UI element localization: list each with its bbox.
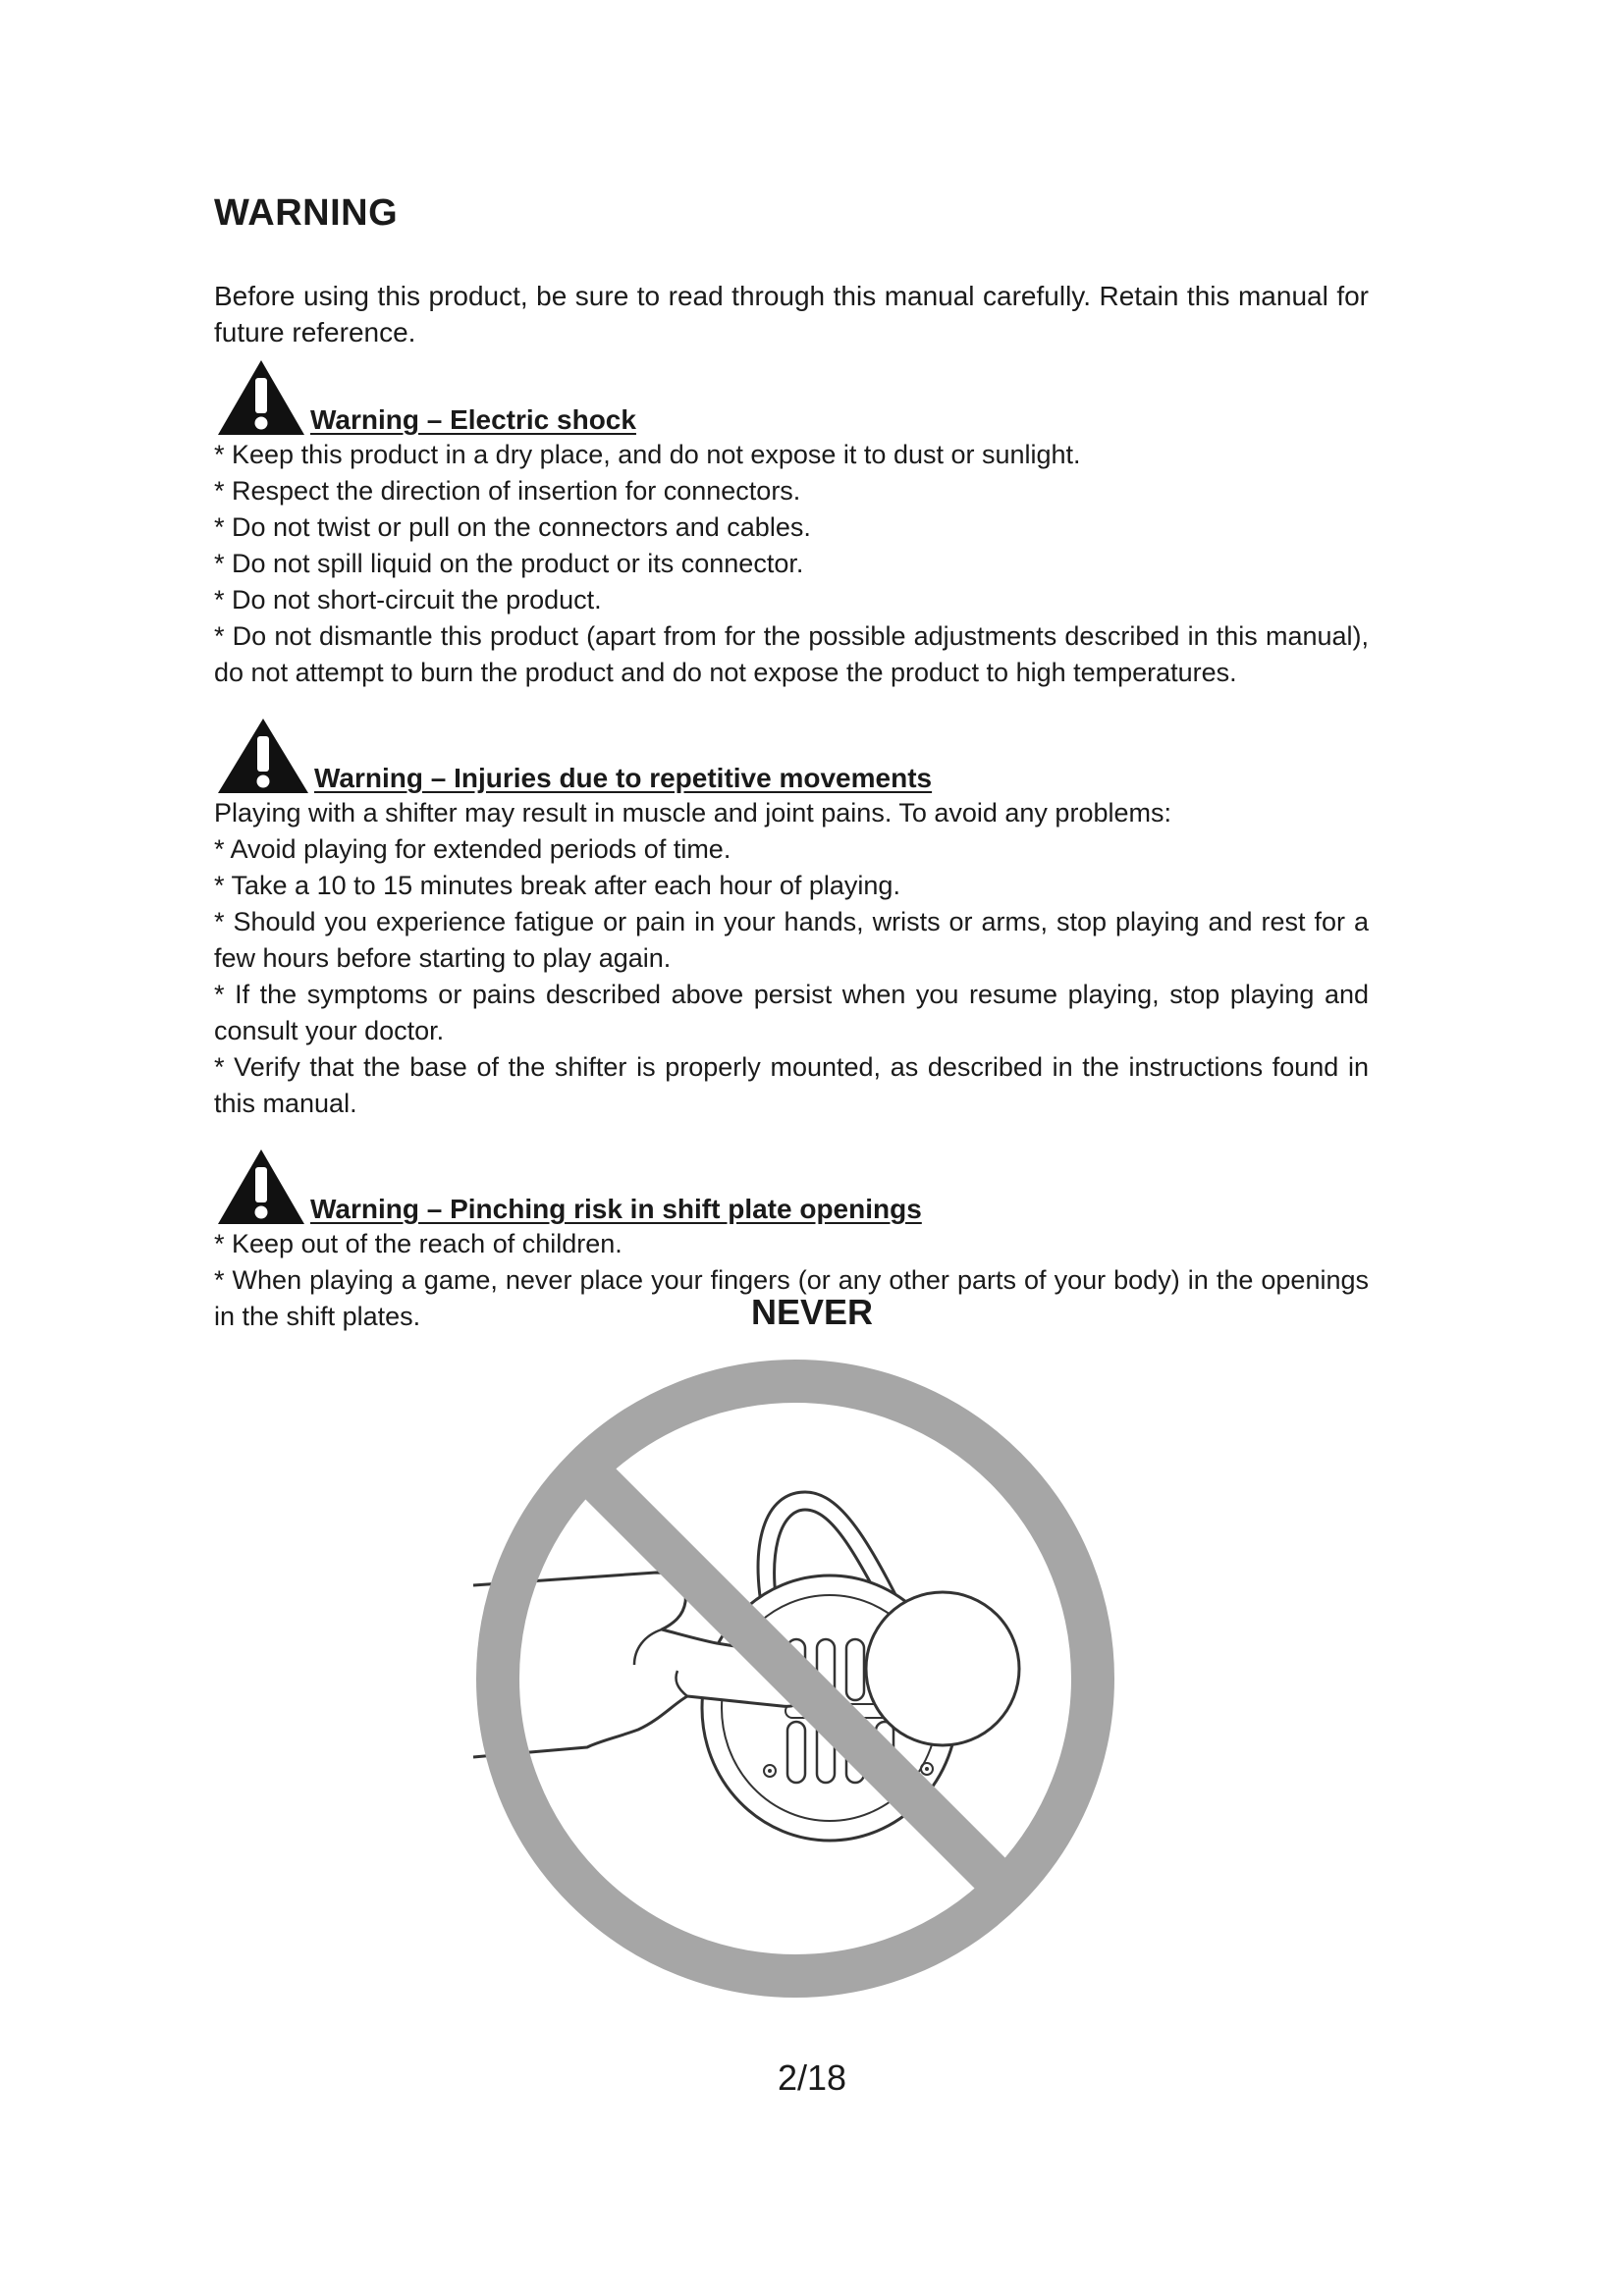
warning-line: * Verify that the base of the shifter is properly mounted, as described in the instructions found in this manual. bbox=[214, 1052, 1369, 1118]
warning-line: * Do not short-circuit the product. bbox=[214, 585, 602, 614]
warning-line: * Respect the direction of insertion for connectors. bbox=[214, 476, 801, 506]
warning-heading-pinching-risk bbox=[214, 1146, 1369, 1226]
warning-line: * Should you experience fatigue or pain in your hands, wrists or arms, stop playing and rest for a few hours before starting to play again. bbox=[214, 907, 1369, 973]
intro-paragraph: Before using this product, be sure to read through this manual carefully. Retain this manual for future reference. bbox=[214, 281, 1369, 347]
warning-line: * Keep out of the reach of children. bbox=[214, 1229, 623, 1258]
warning-heading-repetitive-movements bbox=[214, 715, 1369, 795]
page-number: 2/18 bbox=[777, 2057, 847, 2098]
warning-line: * Take a 10 to 15 minutes break after each hour of playing. bbox=[214, 871, 900, 900]
warning-line: * Do not twist or pull on the connectors and cables. bbox=[214, 512, 811, 542]
warning-line: * Do not dismantle this product (apart from for the possible adjustments described in this manual), do not attempt to burn the product and do not expose the product to high temperatures. bbox=[214, 621, 1369, 687]
prohibition-illustration bbox=[452, 1345, 1139, 2012]
warning-line: * Keep this product in a dry place, and do not expose it to dust or sunlight. bbox=[214, 440, 1081, 469]
warning-line: * When playing a game, never place your fingers (or any other parts of your body) in the openings in the shift plates. bbox=[214, 1265, 1369, 1331]
warning-triangle-icon bbox=[214, 356, 308, 437]
warning-triangle-icon bbox=[214, 715, 312, 795]
warning-heading-label: Warning – Pinching risk in shift plate openings bbox=[310, 1194, 922, 1224]
warning-heading-label: Warning – Injuries due to repetitive movements bbox=[314, 763, 933, 793]
warning-heading-electric-shock bbox=[214, 356, 1369, 437]
document-page bbox=[214, 192, 1369, 1335]
page-title: WARNING bbox=[214, 192, 399, 234]
warning-line: * If the symptoms or pains described above persist when you resume playing, stop playing and consult your doctor. bbox=[214, 980, 1369, 1045]
warning-triangle-icon bbox=[214, 1146, 308, 1226]
warning-line: Playing with a shifter may result in muscle and joint pains. To avoid any problems: bbox=[214, 798, 1171, 828]
prohibition-finger-in-shift-plate-icon bbox=[452, 1345, 1139, 2012]
warning-heading-label: Warning – Electric shock bbox=[310, 404, 636, 435]
warning-line: * Avoid playing for extended periods of time. bbox=[214, 834, 731, 864]
never-label: NEVER bbox=[750, 1292, 874, 1332]
warning-line: * Do not spill liquid on the product or its connector. bbox=[214, 549, 804, 578]
